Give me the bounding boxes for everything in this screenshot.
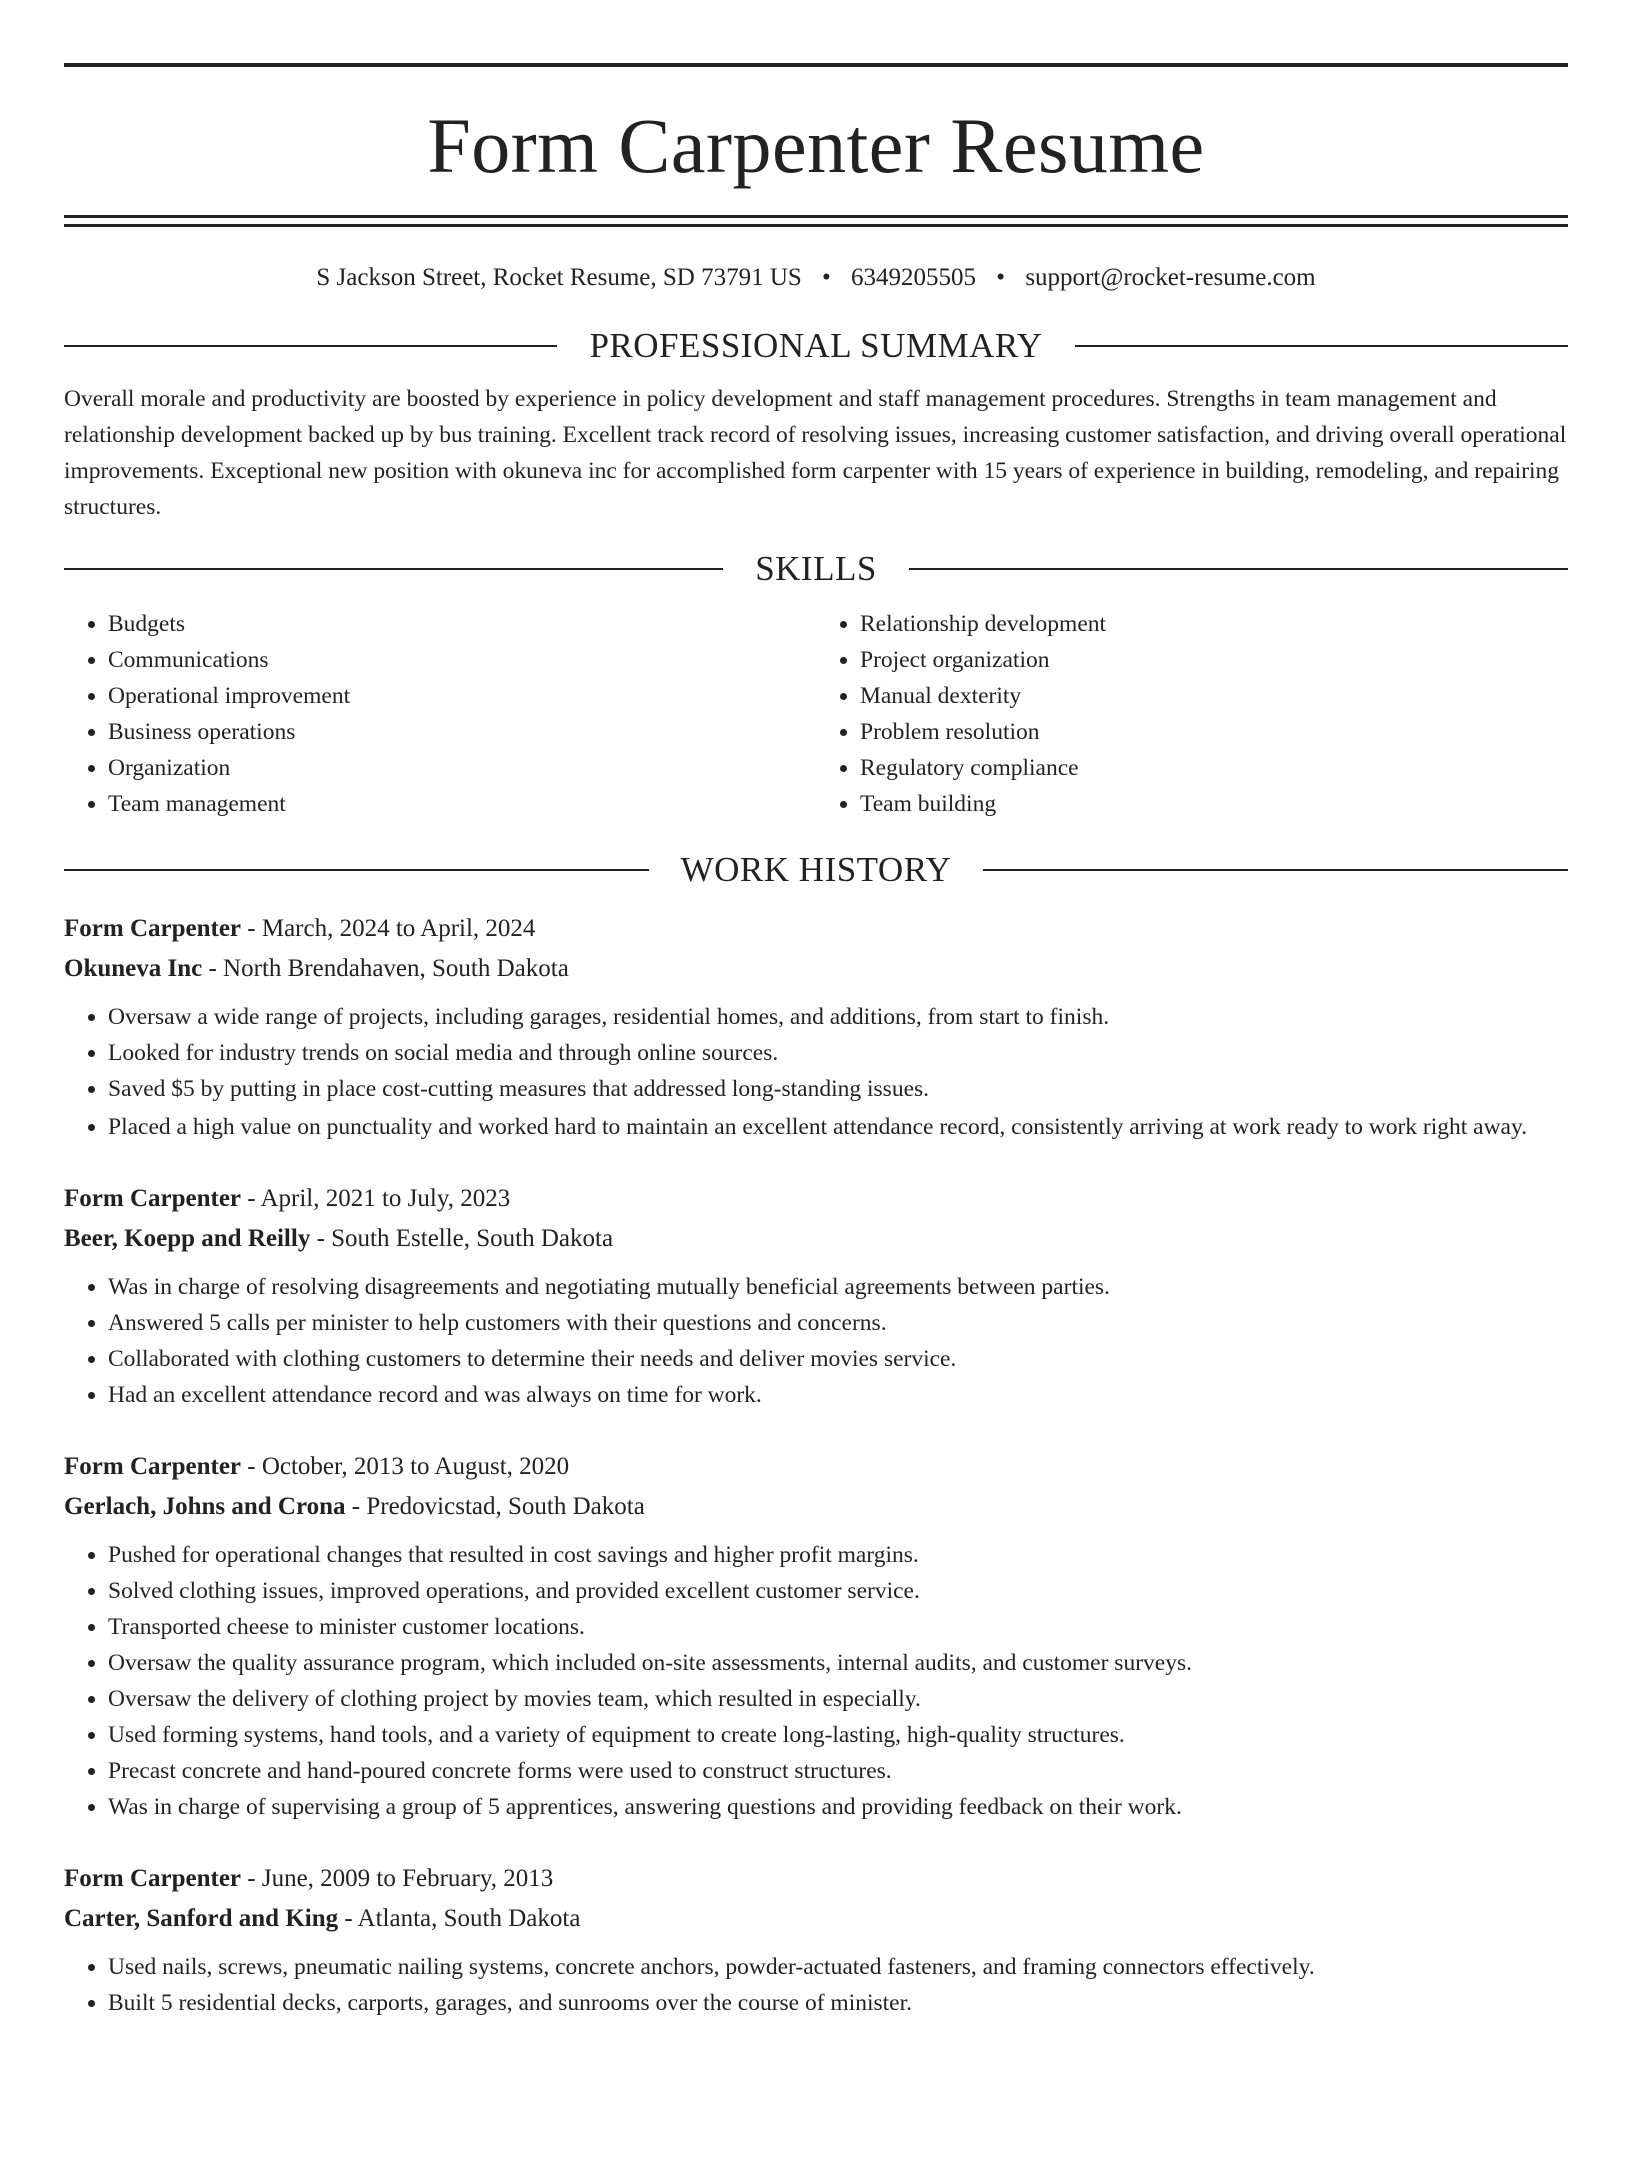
job-title: Form Carpenter xyxy=(64,1865,242,1892)
job-bullet: • Was in charge of supervising a group of 5 apprentices, answering questions and providing feedback on their work. xyxy=(108,1789,1568,1825)
job-bullets xyxy=(64,1537,1568,1825)
job-title-line xyxy=(64,1859,1568,1899)
job-title-line xyxy=(64,909,1568,949)
job-title: Form Carpenter xyxy=(64,915,242,942)
job-company: Gerlach, Johns and Crona xyxy=(64,1493,346,1520)
skills-column-right xyxy=(816,606,1568,822)
work-heading-title: WORK HISTORY xyxy=(680,850,952,889)
job-bullet: • Was in charge of resolving disagreements and negotiating mutually beneficial agreements between parties. xyxy=(108,1269,1568,1305)
contact-separator: • xyxy=(822,264,831,291)
job-bullet: • Transported cheese to minister customer locations. xyxy=(108,1609,1568,1645)
job-bullet: • Used nails, screws, pneumatic nailing systems, concrete anchors, powder-actuated fasteners, and framing connectors effectively. xyxy=(108,1949,1568,1985)
skill-item: • Team building xyxy=(860,786,1568,822)
job-company-line xyxy=(64,949,1568,989)
header-rule-bottom xyxy=(64,224,1568,227)
job-bullet: • Used forming systems, hand tools, and a variety of equipment to create long-lasting, high-quality structures. xyxy=(108,1717,1568,1753)
heading-rule-right xyxy=(909,568,1568,570)
job-dates: - April, 2021 to July, 2023 xyxy=(241,1185,511,1212)
skill-item: • Project organization xyxy=(860,642,1568,678)
job-dates: - October, 2013 to August, 2020 xyxy=(241,1453,570,1480)
job-entry xyxy=(64,909,1568,1145)
job-title-line xyxy=(64,1179,1568,1219)
job-bullet: • Built 5 residential decks, carports, garages, and sunrooms over the course of minister. xyxy=(108,1985,1568,2021)
job-bullets xyxy=(64,1949,1568,2021)
job-dates: - June, 2009 to February, 2013 xyxy=(241,1865,554,1892)
job-bullet: • Answered 5 calls per minister to help customers with their questions and concerns. xyxy=(108,1305,1568,1341)
skill-item: • Manual dexterity xyxy=(860,678,1568,714)
job-company: Beer, Koepp and Reilly xyxy=(64,1225,311,1252)
job-bullet: • Looked for industry trends on social media and through online sources. xyxy=(108,1035,1568,1071)
job-bullet: • Oversaw the quality assurance program, which included on-site assessments, internal audits, and customer surveys. xyxy=(108,1645,1568,1681)
contact-address: S Jackson Street, Rocket Resume, SD 73791 US xyxy=(316,264,802,291)
job-location: - North Brendahaven, South Dakota xyxy=(202,955,569,982)
job-entry xyxy=(64,1859,1568,2021)
job-entry xyxy=(64,1179,1568,1413)
work-heading xyxy=(64,852,1568,887)
job-bullet: • Collaborated with clothing customers to determine their needs and deliver movies service. xyxy=(108,1341,1568,1377)
summary-heading-title: PROFESSIONAL SUMMARY xyxy=(589,326,1043,365)
job-dates: - March, 2024 to April, 2024 xyxy=(241,915,536,942)
resume-page xyxy=(0,63,1632,2175)
job-bullet: • Precast concrete and hand-poured concrete forms were used to construct structures. xyxy=(108,1753,1568,1789)
top-rule xyxy=(64,63,1568,67)
job-company-line xyxy=(64,1899,1568,1939)
heading-rule-right xyxy=(1075,345,1568,347)
skill-item: • Regulatory compliance xyxy=(860,750,1568,786)
skill-item: • Team management xyxy=(108,786,816,822)
job-bullet: • Had an excellent attendance record and was always on time for work. xyxy=(108,1377,1568,1413)
heading-rule-left xyxy=(64,869,649,871)
job-bullet: • Saved $5 by putting in place cost-cutting measures that addressed long-standing issues. xyxy=(108,1071,1568,1107)
job-title: Form Carpenter xyxy=(64,1453,242,1480)
job-entry xyxy=(64,1447,1568,1825)
job-location: - South Estelle, South Dakota xyxy=(310,1225,614,1252)
heading-rule-left xyxy=(64,568,723,570)
skill-item: • Communications xyxy=(108,642,816,678)
contact-phone: 6349205505 xyxy=(851,264,977,291)
contact-line xyxy=(64,265,1568,290)
skill-item: • Budgets xyxy=(108,606,816,642)
heading-rule-left xyxy=(64,345,557,347)
skills-list xyxy=(64,606,1568,822)
job-company: Carter, Sanford and King xyxy=(64,1905,339,1932)
skill-item: • Operational improvement xyxy=(108,678,816,714)
job-location: - Predovicstad, South Dakota xyxy=(345,1493,645,1520)
contact-separator: • xyxy=(996,264,1006,291)
skill-item: • Business operations xyxy=(108,714,816,750)
job-bullet: • Placed a high value on punctuality and worked hard to maintain an excellent attendance record, consistently arriving at work ready to work right away. xyxy=(108,1109,1568,1145)
job-title: Form Carpenter xyxy=(64,1185,242,1212)
resume-title: Form Carpenter Resume xyxy=(427,102,1205,189)
job-location: - Atlanta, South Dakota xyxy=(338,1905,581,1932)
header-rule-top xyxy=(64,215,1568,218)
job-company-line xyxy=(64,1487,1568,1527)
skills-heading-title: SKILLS xyxy=(755,549,877,588)
job-bullet: • Solved clothing issues, improved operations, and provided excellent customer service. xyxy=(108,1573,1568,1609)
skill-item: • Organization xyxy=(108,750,816,786)
job-company: Okuneva Inc xyxy=(64,955,203,982)
heading-rule-right xyxy=(983,869,1568,871)
skill-item: • Problem resolution xyxy=(860,714,1568,750)
job-bullet: • Pushed for operational changes that resulted in cost savings and higher profit margins. xyxy=(108,1537,1568,1573)
job-bullet: • Oversaw the delivery of clothing project by movies team, which resulted in especially. xyxy=(108,1681,1568,1717)
skills-heading xyxy=(64,551,1568,586)
summary-text: Overall morale and productivity are boosted by experience in policy development and staff management procedures. Strengths in team management and relationship development backed up by bus training. Excellent track record of resolving issues, increasing customer satisfaction, and driving overall operational improvements. Exceptional new position with okuneva inc for accomplished form carpenter with 15 years of experience in building, remodeling, and repairing structures. xyxy=(64,386,1567,520)
job-bullets xyxy=(64,1269,1568,1413)
job-title-line xyxy=(64,1447,1568,1487)
contact-email: support@rocket-resume.com xyxy=(1025,264,1316,291)
skills-column-left xyxy=(64,606,816,822)
job-bullets xyxy=(64,999,1568,1145)
job-bullet: • Oversaw a wide range of projects, including garages, residential homes, and additions, from start to finish. xyxy=(108,999,1568,1035)
job-company-line xyxy=(64,1219,1568,1259)
skill-item: • Relationship development xyxy=(860,606,1568,642)
summary-heading xyxy=(64,328,1568,363)
